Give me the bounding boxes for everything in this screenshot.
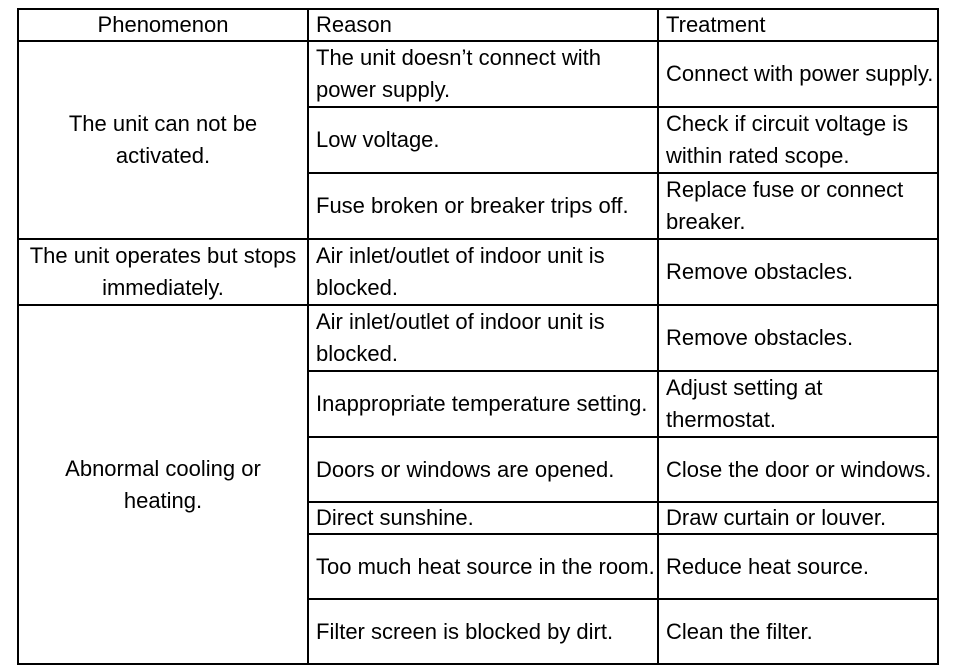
reason-cell: Fuse broken or breaker trips off. (308, 173, 658, 239)
phenomenon-cell: Abnormal cooling or heating. (18, 305, 308, 664)
treatment-cell: Remove obstacles. (658, 305, 938, 371)
treatment-cell: Connect with power supply. (658, 41, 938, 107)
header-treatment: Treatment (658, 9, 938, 41)
reason-cell: Inappropriate temperature setting. (308, 371, 658, 437)
treatment-cell: Clean the filter. (658, 599, 938, 664)
table-row (18, 41, 938, 107)
table-row (18, 305, 938, 371)
treatment-cell: Adjust setting at thermostat. (658, 371, 938, 437)
reason-cell: Air inlet/outlet of indoor unit is blocked. (308, 239, 658, 305)
treatment-cell: Remove obstacles. (658, 239, 938, 305)
reason-cell: Filter screen is blocked by dirt. (308, 599, 658, 664)
troubleshooting-table (17, 8, 939, 665)
header-phenomenon: Phenomenon (18, 9, 308, 41)
reason-cell: Low voltage. (308, 107, 658, 173)
treatment-cell: Draw curtain or louver. (658, 502, 938, 534)
phenomenon-cell: The unit can not be activated. (18, 41, 308, 239)
header-reason: Reason (308, 9, 658, 41)
treatment-cell: Reduce heat source. (658, 534, 938, 599)
reason-cell: Air inlet/outlet of indoor unit is blocked. (308, 305, 658, 371)
reason-cell: Doors or windows are opened. (308, 437, 658, 502)
treatment-cell: Replace fuse or connect breaker. (658, 173, 938, 239)
table-row (18, 239, 938, 305)
reason-cell: The unit doesn’t connect with power supply. (308, 41, 658, 107)
treatment-cell: Close the door or windows. (658, 437, 938, 502)
header-row (18, 9, 938, 41)
phenomenon-cell: The unit operates but stops immediately. (18, 239, 308, 305)
treatment-cell: Check if circuit voltage is within rated scope. (658, 107, 938, 173)
reason-cell: Too much heat source in the room. (308, 534, 658, 599)
reason-cell: Direct sunshine. (308, 502, 658, 534)
